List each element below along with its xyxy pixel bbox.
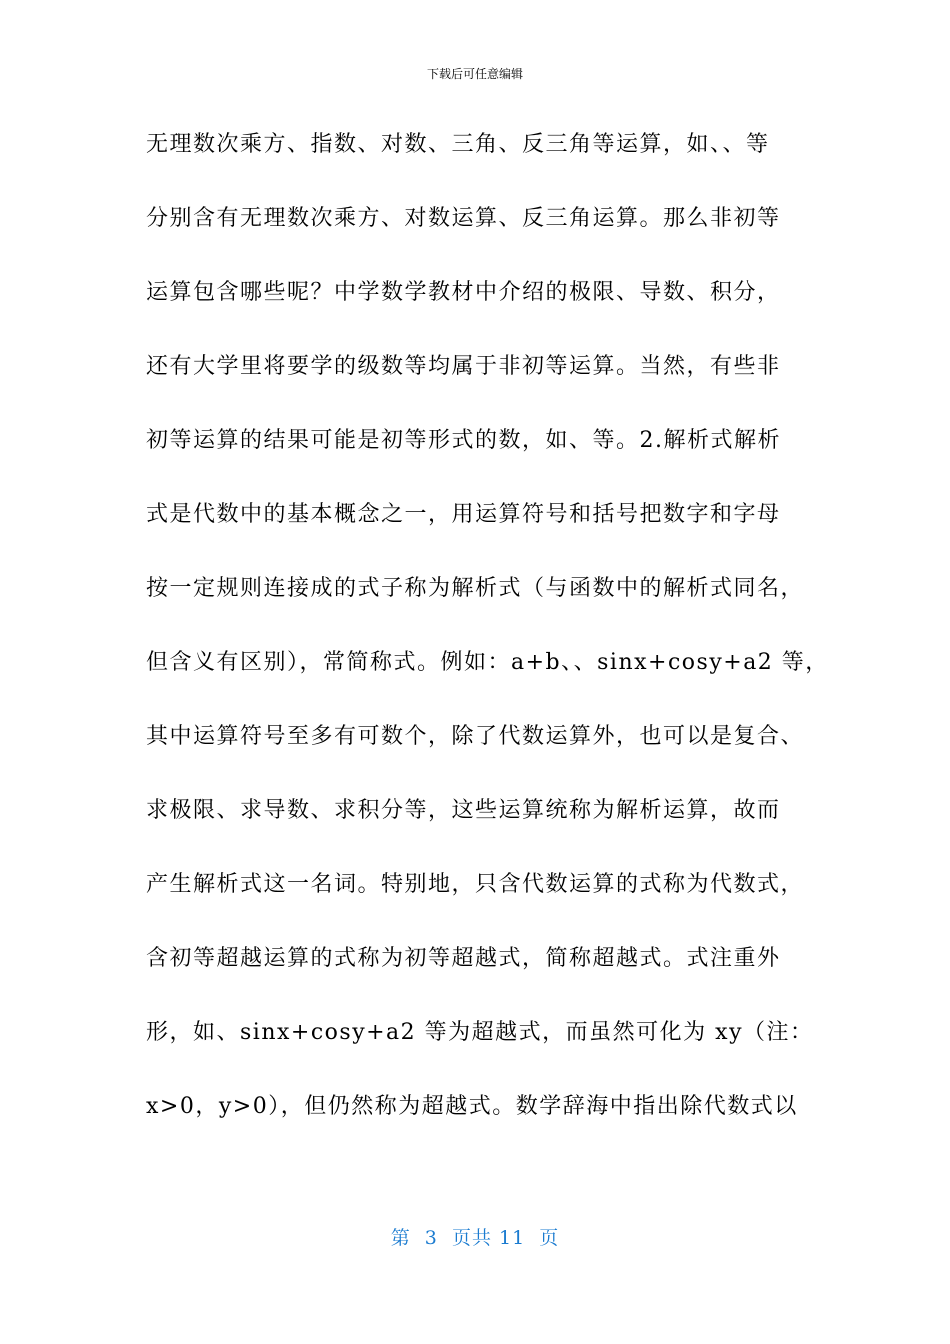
text-line: 初等运算的结果可能是初等形式的数，如、等。2.解析式解析 [146,428,781,453]
text-line: 求极限、求导数、求积分等，这些运算统称为解析运算，故而 [146,798,781,823]
text-line: 分别含有无理数次乘方、对数运算、反三角运算。那么非初等 [146,206,781,231]
page-header [0,66,950,82]
text-line: 但含义有区别），常简称式。例如：a+b、、sinx+cosy+a2 等， [146,650,829,675]
body-text [146,120,829,1156]
text-line: 运算包含哪些呢？中学数学教材中介绍的极限、导数、积分， [146,280,781,305]
text-line: 含初等超越运算的式称为初等超越式，简称超越式。式注重外 [146,946,781,971]
header-text: 下载后可任意编辑 [426,67,523,81]
text-line: x>0，y>0），但仍然称为超越式。数学辞海中指出除代数式以 [146,1094,798,1119]
page-number: 第 3 页共 11 页 [390,1227,560,1249]
text-line: 形，如、sinx+cosy+a2 等为超越式，而虽然可化为 xy（注： [146,1020,814,1045]
page-footer [0,1224,950,1252]
text-line: 其中运算符号至多有可数个，除了代数运算外，也可以是复合、 [146,724,805,749]
text-line: 还有大学里将要学的级数等均属于非初等运算。当然，有些非 [146,354,781,379]
text-line: 无理数次乘方、指数、对数、三角、反三角等运算，如、、等 [146,132,770,157]
text-line: 式是代数中的基本概念之一，用运算符号和括号把数字和字母 [146,502,781,527]
text-line: 产生解析式这一名词。特别地，只含代数运算的式称为代数式， [146,872,805,897]
text-line: 按一定规则连接成的式子称为解析式（与函数中的解析式同名， [146,576,805,601]
